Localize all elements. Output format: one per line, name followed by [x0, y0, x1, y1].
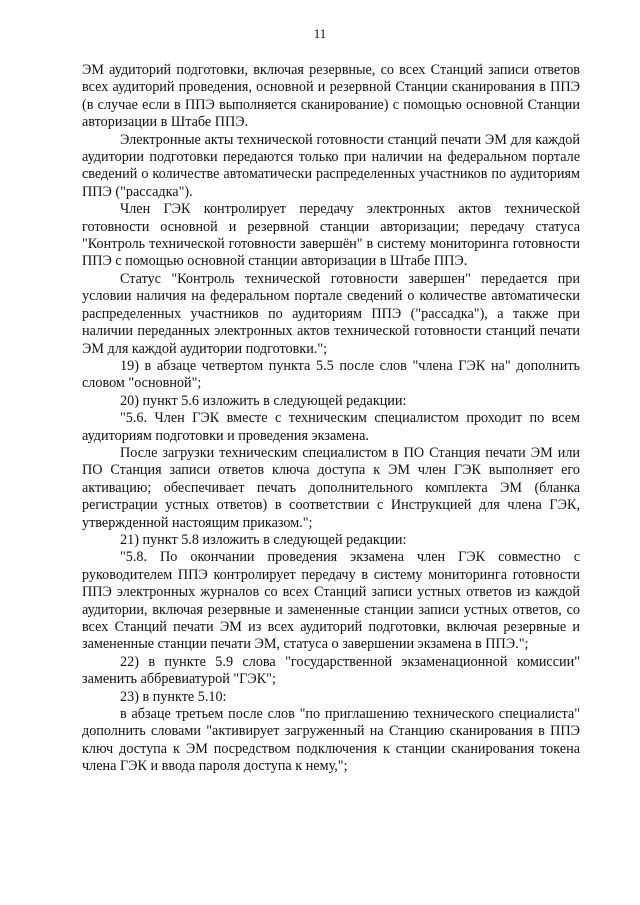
paragraph: Член ГЭК контролирует передачу электронных актов технической готовности основной и резервной станции авторизации; передачу статуса "Контроль технической готовности завершён" в систему мониторинга готовности ППЭ с помощью основной станции авторизации в Штабе ППЭ. [82, 201, 580, 270]
page-number: 11 [313, 26, 327, 41]
paragraph: 19) в абзаце четвертом пункта 5.5 после слов "члена ГЭК на" дополнить словом "основной"; [82, 357, 580, 392]
paragraph: в абзаце третьем после слов "по приглашению технического специалиста" дополнить словами "активирует загруженный на Станцию сканирования в ППЭ ключ доступа к ЭМ посредством подключения к станции сканирования токена члена ГЭК и ввода пароля доступа к нему,"; [82, 706, 580, 775]
paragraph: ЭМ аудиторий подготовки, включая резервные, со всех Станций записи ответов всех аудиторий проведения, основной и резервной Станции сканирования в ППЭ (в случае если в ППЭ выполняется сканирование) с помощью основной Станции авторизации в Штабе ППЭ. [82, 62, 580, 131]
paragraph: 22) в пункте 5.9 слова "государственной экзаменационной комиссии" заменить аббревиатурой "ГЭК"; [82, 653, 580, 688]
paragraph: 20) пункт 5.6 изложить в следующей редакции: [120, 392, 407, 409]
paragraph: "5.6. Член ГЭК вместе с техническим специалистом проходит по всем аудиториям подготовки и проведения экзамена. [82, 410, 580, 444]
paragraph: 21) пункт 5.8 изложить в следующей редакции: [120, 531, 407, 548]
paragraph: "5.8. По окончании проведения экзамена член ГЭК совместно с руководителем ППЭ контролирует передачу в систему мониторинга готовности ППЭ электронных журналов со всех Станций записи устных ответов из каждой аудитории, включая резервные и замененные станции записи устных ответов, со всех Станций печати ЭМ из всех аудиторий подготовки, включая резервные и замененные станции печати ЭМ, статуса о завершении экзамена в ППЭ."; [82, 549, 580, 653]
paragraph: Электронные акты технической готовности станций печати ЭМ для каждой аудитории подготовки передаются только при наличии на федеральном портале сведений о количестве автоматически распределенных участников по аудиториям ППЭ ("рассадка"). [82, 131, 580, 200]
paragraph: После загрузки техническим специалистом в ПО Станция печати ЭМ или ПО Станция записи ответов ключа доступа к ЭМ член ГЭК выполняет его активацию; обеспечивает печать дополнительного комплекта ЭМ (бланка регистрации устных ответов) в соответствии с Инструкцией для члена ГЭК, утвержденной настоящим приказом."; [82, 444, 580, 531]
paragraph: 23) в пункте 5.10: [120, 688, 227, 705]
document-body [82, 62, 580, 776]
paragraph: Статус "Контроль технической готовности завершен" передается при условии наличия на федеральном портале сведений о количестве автоматически распределенных участников по аудиториям ППЭ ("рассадка"), а также при наличии переданных электронных актов технической готовности станций печати ЭМ для каждой аудитории подготовки."; [82, 270, 580, 357]
